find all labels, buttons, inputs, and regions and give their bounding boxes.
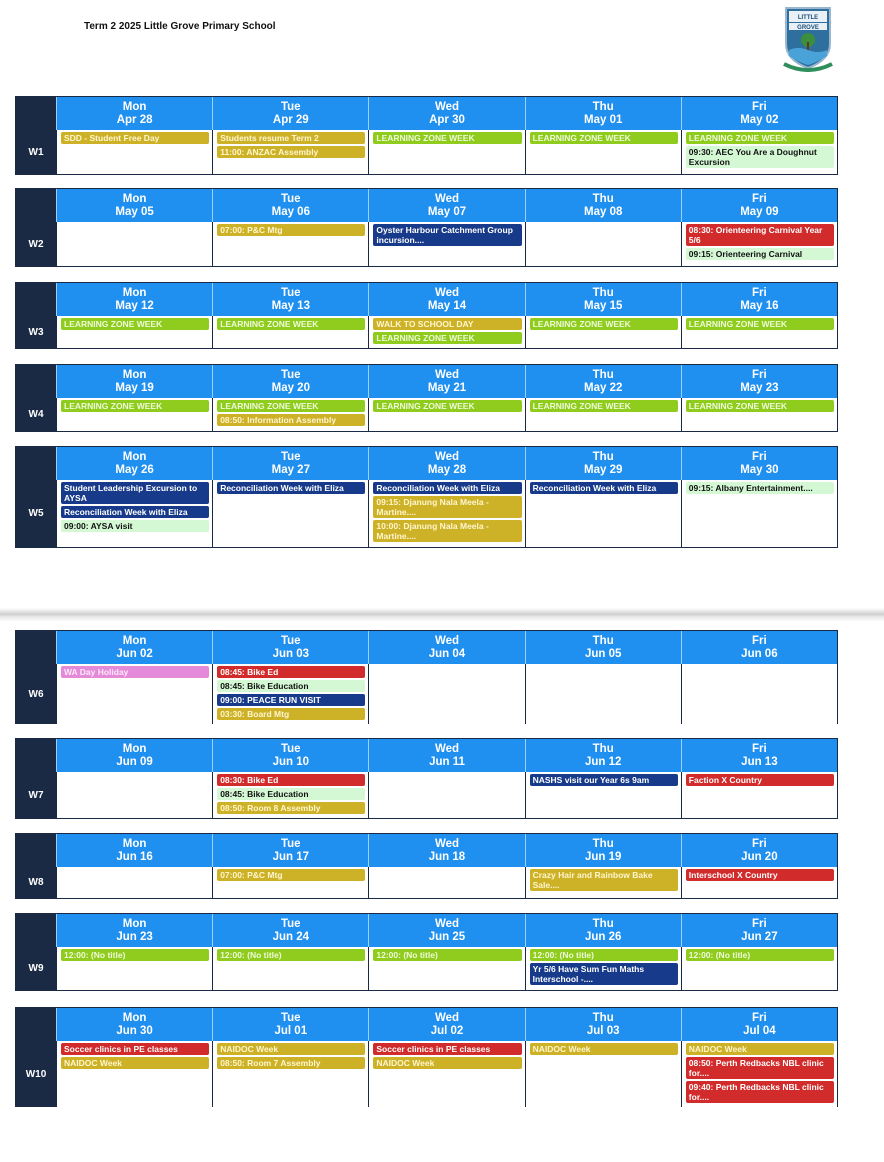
day-date: Jun 30 (116, 1025, 153, 1037)
day-of-week: Mon (122, 451, 147, 463)
calendar-event[interactable]: LEARNING ZONE WEEK (686, 132, 834, 144)
day-date: May 05 (115, 206, 154, 218)
day-cell[interactable] (525, 1041, 681, 1107)
day-date: Jun 16 (116, 851, 153, 863)
calendar-event[interactable]: NAIDOC Week (217, 1043, 365, 1055)
day-header (681, 97, 837, 130)
calendar-event[interactable]: Reconciliation Week with Eliza (61, 506, 209, 518)
header-corner (16, 365, 56, 398)
day-header (368, 834, 524, 867)
logo-text: LITTLE (797, 15, 819, 21)
day-date: May 22 (584, 382, 623, 394)
day-header (212, 97, 368, 130)
day-of-week: Mon (122, 287, 147, 299)
header-corner (16, 834, 56, 867)
week-label: W4 (16, 398, 56, 431)
week-label: W2 (16, 222, 56, 266)
calendar-event[interactable]: Faction X Country (686, 774, 834, 786)
day-of-week: Wed (434, 369, 460, 381)
day-date: May 02 (740, 114, 779, 126)
day-cell[interactable] (525, 947, 681, 990)
day-of-week: Thu (592, 193, 614, 205)
day-cell[interactable] (525, 130, 681, 174)
calendar-event[interactable]: LEARNING ZONE WEEK (530, 400, 678, 412)
day-of-week: Fri (752, 287, 767, 299)
day-cell[interactable] (56, 947, 212, 990)
day-header (525, 365, 681, 398)
day-header (56, 189, 212, 222)
calendar-event[interactable]: 09:15: Djanung Nala Meela - Martine.... (373, 496, 521, 518)
calendar-event[interactable]: LEARNING ZONE WEEK (373, 132, 521, 144)
day-of-week: Tue (280, 369, 301, 381)
calendar-event[interactable]: LEARNING ZONE WEEK (686, 400, 834, 412)
day-of-week: Fri (752, 193, 767, 205)
day-cell[interactable] (368, 947, 524, 990)
day-date: May 16 (740, 300, 779, 312)
calendar-event[interactable]: WA Day Holiday (61, 666, 209, 678)
week-label: W1 (16, 130, 56, 174)
day-header (681, 914, 837, 947)
day-header (56, 283, 212, 316)
day-cell[interactable] (56, 222, 212, 266)
header-corner (16, 1008, 56, 1041)
day-of-week: Thu (592, 838, 614, 850)
header-corner (16, 283, 56, 316)
day-date: Jul 02 (430, 1025, 464, 1037)
day-date: Apr 30 (429, 114, 465, 126)
day-date: Jun 27 (741, 931, 778, 943)
week-label: W7 (16, 772, 56, 818)
day-of-week: Tue (280, 101, 301, 113)
day-date: Jun 04 (428, 648, 466, 660)
day-cell[interactable] (368, 222, 524, 266)
day-date: May 27 (271, 464, 310, 476)
calendar-event[interactable]: Crazy Hair and Rainbow Bake Sale.... (530, 869, 678, 891)
day-of-week: Fri (752, 451, 767, 463)
week-label: W5 (16, 480, 56, 547)
day-header (56, 1008, 212, 1041)
day-header (368, 1008, 524, 1041)
calendar-event[interactable]: 08:30: Orienteering Carnival Year 5/6 (686, 224, 834, 246)
header-corner (16, 97, 56, 130)
day-date: Jun 18 (428, 851, 466, 863)
day-cell[interactable] (56, 1041, 212, 1107)
day-header (212, 447, 368, 480)
day-header (368, 739, 524, 772)
calendar-event[interactable]: 12:00: (No title) (373, 949, 521, 961)
day-header (681, 189, 837, 222)
day-date: Jun 25 (428, 931, 466, 943)
day-of-week: Tue (280, 635, 301, 647)
calendar-event[interactable]: 08:50: Room 8 Assembly (217, 802, 365, 814)
day-header (212, 631, 368, 664)
calendar-event[interactable]: SDD - Student Free Day (61, 132, 209, 144)
day-date: May 26 (115, 464, 154, 476)
day-header (681, 739, 837, 772)
day-cell[interactable] (681, 222, 837, 266)
day-of-week: Tue (280, 1012, 301, 1024)
day-cell[interactable] (212, 316, 368, 348)
logo-text: GROVE (797, 25, 819, 31)
day-header (212, 189, 368, 222)
day-date: Jun 17 (272, 851, 309, 863)
day-date: Jun 05 (584, 648, 622, 660)
day-of-week: Thu (592, 451, 614, 463)
header-corner (16, 447, 56, 480)
week-block (15, 282, 838, 349)
calendar-event[interactable]: 12:00: (No title) (686, 949, 834, 961)
day-cell[interactable] (56, 480, 212, 547)
day-date: Jun 12 (584, 756, 622, 768)
day-cell[interactable] (525, 664, 681, 724)
day-header (368, 914, 524, 947)
day-of-week: Tue (280, 193, 301, 205)
day-header (525, 97, 681, 130)
calendar-event[interactable]: LEARNING ZONE WEEK (61, 318, 209, 330)
calendar-event[interactable]: 08:50: Perth Redbacks NBL clinic for.... (686, 1057, 834, 1079)
day-cell[interactable] (212, 947, 368, 990)
calendar-event[interactable]: 07:00: P&C Mtg (217, 224, 365, 236)
week-block (15, 738, 838, 819)
day-of-week: Tue (280, 287, 301, 299)
day-of-week: Wed (434, 193, 460, 205)
day-date: Jul 04 (743, 1025, 776, 1037)
day-date: May 20 (271, 382, 310, 394)
calendar-event[interactable]: NAIDOC Week (373, 1057, 521, 1069)
day-of-week: Mon (122, 369, 147, 381)
day-of-week: Thu (592, 635, 614, 647)
day-of-week: Wed (434, 1012, 460, 1024)
day-cell[interactable] (681, 398, 837, 431)
day-of-week: Fri (752, 918, 767, 930)
day-date: Jul 03 (586, 1025, 620, 1037)
day-date: Jun 23 (116, 931, 153, 943)
document-title: Term 2 2025 Little Grove Primary School (84, 21, 276, 32)
day-of-week: Thu (592, 743, 614, 755)
day-cell[interactable] (525, 398, 681, 431)
day-header (368, 631, 524, 664)
day-date: Apr 29 (272, 114, 309, 126)
day-date: May 29 (584, 464, 623, 476)
header-corner (16, 739, 56, 772)
day-cell[interactable] (368, 398, 524, 431)
calendar-event[interactable]: NAIDOC Week (686, 1043, 834, 1055)
calendar-event[interactable]: 08:50: Information Assembly (217, 414, 365, 426)
calendar-event[interactable]: Yr 5/6 Have Sum Fun Maths Interschool -.... (530, 963, 678, 985)
day-header (212, 834, 368, 867)
day-date: May 09 (740, 206, 779, 218)
week-block (15, 1007, 838, 1107)
day-header (681, 283, 837, 316)
header-corner (16, 914, 56, 947)
day-date: Apr 28 (116, 114, 153, 126)
calendar-event[interactable]: 12:00: (No title) (217, 949, 365, 961)
calendar-event[interactable]: 09:00: PEACE RUN VISIT (217, 694, 365, 706)
day-of-week: Fri (752, 635, 767, 647)
day-header (681, 834, 837, 867)
day-header (212, 1008, 368, 1041)
day-header (56, 631, 212, 664)
day-of-week: Fri (752, 838, 767, 850)
day-cell[interactable] (368, 1041, 524, 1107)
school-logo (780, 6, 836, 72)
day-of-week: Fri (752, 369, 767, 381)
calendar-event[interactable]: 11:00: ANZAC Assembly (217, 146, 365, 158)
day-of-week: Mon (122, 101, 147, 113)
day-cell[interactable] (212, 480, 368, 547)
header-corner (16, 189, 56, 222)
day-of-week: Tue (280, 838, 301, 850)
day-cell[interactable] (212, 867, 368, 898)
day-header (681, 1008, 837, 1041)
day-cell[interactable] (681, 664, 837, 724)
day-date: Jun 11 (429, 756, 465, 768)
week-label: W9 (16, 947, 56, 990)
day-cell[interactable] (368, 867, 524, 898)
calendar-event[interactable]: 09:40: Perth Redbacks NBL clinic for.... (686, 1081, 834, 1103)
day-cell[interactable] (212, 664, 368, 724)
calendar-event[interactable]: Soccer clinics in PE classes (61, 1043, 209, 1055)
calendar-event[interactable]: 08:45: Bike Education (217, 788, 365, 800)
week-block (15, 96, 838, 175)
day-cell[interactable] (212, 1041, 368, 1107)
day-cell[interactable] (681, 130, 837, 174)
day-cell[interactable] (368, 480, 524, 547)
day-header (525, 1008, 681, 1041)
day-date: Jul 01 (274, 1025, 308, 1037)
day-cell[interactable] (368, 664, 524, 724)
day-date: May 23 (740, 382, 779, 394)
calendar-event[interactable]: 12:00: (No title) (61, 949, 209, 961)
week-label: W10 (16, 1041, 56, 1107)
day-header (212, 914, 368, 947)
week-block (15, 913, 838, 991)
day-header (212, 365, 368, 398)
day-cell[interactable] (525, 222, 681, 266)
day-of-week: Tue (280, 451, 301, 463)
day-header (56, 834, 212, 867)
calendar-event[interactable]: 09:15: Orienteering Carnival (686, 248, 834, 260)
day-of-week: Wed (434, 451, 460, 463)
day-cell[interactable] (525, 316, 681, 348)
day-of-week: Wed (434, 287, 460, 299)
day-cell[interactable] (212, 222, 368, 266)
day-date: Jun 26 (584, 931, 622, 943)
calendar-event[interactable]: LEARNING ZONE WEEK (373, 400, 521, 412)
calendar-event[interactable]: 09:15: Albany Entertainment.... (686, 482, 834, 494)
day-date: May 07 (427, 206, 467, 218)
calendar-event[interactable]: Reconciliation Week with Eliza (530, 482, 678, 494)
day-date: May 13 (271, 300, 310, 312)
day-of-week: Fri (752, 1012, 767, 1024)
day-of-week: Mon (122, 193, 147, 205)
day-date: Jun 09 (116, 756, 153, 768)
day-date: May 15 (584, 300, 623, 312)
calendar-event[interactable]: NASHS visit our Year 6s 9am (530, 774, 678, 786)
day-header (56, 365, 212, 398)
calendar-event[interactable]: LEARNING ZONE WEEK (217, 400, 365, 412)
day-cell[interactable] (681, 480, 837, 547)
day-date: Jun 19 (584, 851, 622, 863)
calendar-event[interactable]: 08:45: Bike Education (217, 680, 365, 692)
page-separator (0, 608, 884, 622)
day-cell[interactable] (368, 772, 524, 818)
calendar-event[interactable]: Interschool X Country (686, 869, 834, 881)
day-of-week: Thu (592, 369, 614, 381)
calendar-event[interactable]: 09:30: AEC You Are a Doughnut Excursion (686, 146, 834, 168)
day-cell[interactable] (56, 316, 212, 348)
day-date: Jun 24 (272, 931, 309, 943)
day-header (368, 283, 524, 316)
day-header (56, 739, 212, 772)
day-of-week: Tue (280, 918, 301, 930)
calendar-event[interactable]: LEARNING ZONE WEEK (530, 132, 678, 144)
week-label: W3 (16, 316, 56, 348)
day-date: May 14 (427, 300, 467, 312)
calendar-event[interactable]: 09:00: AYSA visit (61, 520, 209, 532)
calendar-event[interactable]: 08:45: Bike Ed (217, 666, 365, 678)
week-block (15, 630, 838, 724)
calendar-event[interactable]: Reconciliation Week with Eliza (373, 482, 521, 494)
day-date: May 30 (740, 464, 779, 476)
day-date: May 19 (115, 382, 154, 394)
calendar-event[interactable]: LEARNING ZONE WEEK (61, 400, 209, 412)
day-of-week: Thu (592, 287, 614, 299)
day-of-week: Tue (280, 743, 301, 755)
calendar-event[interactable]: Student Leadership Excursion to AYSA (61, 482, 209, 504)
calendar-event[interactable]: Students resume Term 2 (217, 132, 365, 144)
day-header (212, 283, 368, 316)
day-cell[interactable] (681, 867, 837, 898)
day-of-week: Wed (434, 838, 460, 850)
day-header (56, 914, 212, 947)
day-header (525, 283, 681, 316)
day-of-week: Wed (434, 918, 460, 930)
day-cell[interactable] (525, 480, 681, 547)
day-header (525, 834, 681, 867)
day-cell[interactable] (212, 130, 368, 174)
day-header (368, 365, 524, 398)
day-header (525, 447, 681, 480)
day-date: May 28 (427, 464, 467, 476)
day-of-week: Mon (122, 743, 147, 755)
day-date: Jun 06 (741, 648, 778, 660)
day-date: Jun 20 (741, 851, 778, 863)
calendar-event[interactable]: LEARNING ZONE WEEK (217, 318, 365, 330)
day-of-week: Wed (434, 743, 460, 755)
day-header (56, 447, 212, 480)
day-header (56, 97, 212, 130)
day-cell[interactable] (56, 772, 212, 818)
calendar-event[interactable]: WALK TO SCHOOL DAY (373, 318, 521, 330)
day-cell[interactable] (56, 130, 212, 174)
day-cell[interactable] (56, 664, 212, 724)
day-of-week: Thu (592, 101, 614, 113)
day-cell[interactable] (368, 316, 524, 348)
week-label: W8 (16, 867, 56, 898)
week-block (15, 446, 838, 548)
day-header (368, 189, 524, 222)
day-date: Jun 03 (272, 648, 309, 660)
day-of-week: Wed (434, 101, 460, 113)
day-header (681, 447, 837, 480)
calendar-event[interactable]: NAIDOC Week (530, 1043, 678, 1055)
week-block (15, 364, 838, 432)
day-header (681, 631, 837, 664)
day-date: Jun 13 (741, 756, 778, 768)
calendar-event[interactable]: 08:50: Room 7 Assembly (217, 1057, 365, 1069)
day-of-week: Wed (434, 635, 460, 647)
day-date: Jun 10 (272, 756, 309, 768)
day-of-week: Mon (122, 918, 147, 930)
day-date: May 08 (584, 206, 623, 218)
day-date: May 06 (271, 206, 310, 218)
week-block (15, 833, 838, 899)
week-label: W6 (16, 664, 56, 724)
day-cell[interactable] (56, 867, 212, 898)
day-cell[interactable] (525, 772, 681, 818)
day-cell[interactable] (525, 867, 681, 898)
week-block (15, 188, 838, 267)
calendar-event[interactable]: LEARNING ZONE WEEK (530, 318, 678, 330)
day-cell[interactable] (368, 130, 524, 174)
day-header (525, 739, 681, 772)
day-cell[interactable] (212, 398, 368, 431)
day-cell[interactable] (681, 316, 837, 348)
day-header (368, 447, 524, 480)
calendar-event[interactable]: Soccer clinics in PE classes (373, 1043, 521, 1055)
day-of-week: Mon (122, 1012, 147, 1024)
calendar-event[interactable]: LEARNING ZONE WEEK (373, 332, 521, 344)
header-corner (16, 631, 56, 664)
day-cell[interactable] (56, 398, 212, 431)
day-of-week: Mon (122, 838, 147, 850)
day-of-week: Mon (122, 635, 147, 647)
day-date: May 12 (115, 300, 154, 312)
day-cell[interactable] (681, 1041, 837, 1107)
day-header (525, 914, 681, 947)
day-cell[interactable] (681, 947, 837, 990)
day-date: May 01 (584, 114, 623, 126)
day-of-week: Thu (592, 918, 614, 930)
calendar-event[interactable]: LEARNING ZONE WEEK (686, 318, 834, 330)
calendar-event[interactable]: Oyster Harbour Catchment Group incursion.... (373, 224, 521, 246)
day-header (681, 365, 837, 398)
day-of-week: Thu (592, 1012, 614, 1024)
day-header (212, 739, 368, 772)
day-of-week: Fri (752, 101, 767, 113)
day-date: Jun 02 (116, 648, 153, 660)
calendar-event[interactable]: 12:00: (No title) (530, 949, 678, 961)
day-date: May 21 (427, 382, 467, 394)
calendar-event[interactable]: 03:30: Board Mtg (217, 708, 365, 720)
calendar-event[interactable]: 10:00: Djanung Nala Meela - Martine.... (373, 520, 521, 542)
day-header (525, 189, 681, 222)
day-of-week: Fri (752, 743, 767, 755)
calendar-event[interactable]: 08:30: Bike Ed (217, 774, 365, 786)
calendar-event[interactable]: NAIDOC Week (61, 1057, 209, 1069)
calendar-event[interactable]: Reconciliation Week with Eliza (217, 482, 365, 494)
calendar-event[interactable]: 07:00: P&C Mtg (217, 869, 365, 881)
school-crest-icon (780, 6, 836, 72)
day-header (368, 97, 524, 130)
day-cell[interactable] (212, 772, 368, 818)
day-header (525, 631, 681, 664)
day-cell[interactable] (681, 772, 837, 818)
